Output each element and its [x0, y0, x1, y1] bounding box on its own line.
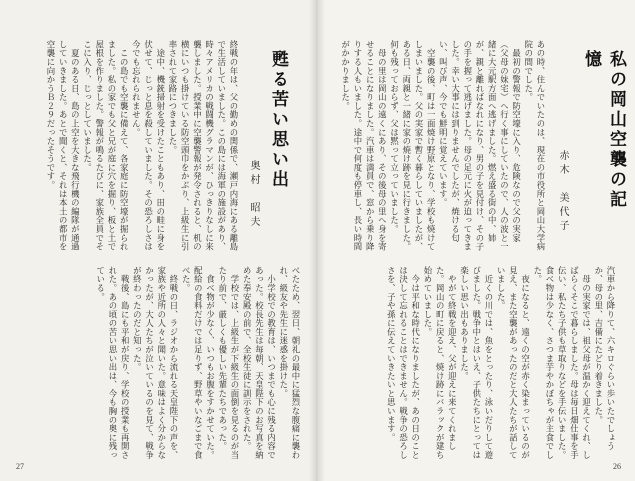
- book-gutter: [309, 0, 325, 481]
- left-page: [0, 0, 317, 481]
- right-page-lower-text: 汽車から降りて、六キロぐらい歩いたでしょうか、母の里、吉備にたどり着きました。 母の実家では、祖父母が温かく迎えてくれ、しばらくそこで暮らしました。母は毎日畑仕事を手伝い、私たち子供も草取りなどを手伝いました。食べ物は少なく、さつま芋やかぼちゃが主食でした。 夜になると、遠くの空が赤く染まっているのが見え、また空襲があったのだと大人たちが話していました。 近くの川では、魚をとったり、泳いだりして遊びました。戦争中とはいえ、子供たちにとっては楽しい思い出もありました。 やがて終戦を迎え、父が迎えに来てくれました。岡山の町に戻ると、焼け跡にバラックが建ち始めていました。 今は平和な時代になりましたが、あの日のことは決して忘れることはできません。戦争の恐ろしさを、子や孫に伝えていきたいと思います。: [386, 266, 616, 460]
- left-page-lower-text: べたため、翌日、朝礼の最中に猛烈な腹痛に襲われ、級友や先生に迷惑を掛けた。 小学校での教育は、いつまでも心に残る内容であった。校長先生は毎朝、天皇陛下のお写真を納めた奉安殿の前で、全校生徒に訓示をされた。 学校では、上級生が下級生の面倒を見るのが当たり前で、厳しくも優しい先輩たちであった。 食べ物が少なく、いつもお腹をすかせていた。配給の食料だけでは足りず、野草やいなごまで食べた。 終戦の日、ラジオから流れる天皇陛下の声を、家族や近所の人々と聞いた。意味はよく分からなかったが、大人たちが泣いているのを見て、戦争が終わったのだと知った。 戦後、島にも平和が戻り、学校の授業も再開された。あの頃の苦い思い出は、今も胸の奥に残っている。: [95, 266, 301, 460]
- left-page-upper-text: 終戦の年は、父の勤めの関係で、瀬戸内海にある離島で生活していました。この島には海軍の施設があり、時々アメリカの戦闘機グラマンが、ひっきりなしに来襲しました。授業中に空襲警報が発令されると、机の横にいつも掛けている防空頭巾をかぶり、上級生に引率されて家路につきました。 途中、機銃掃射を受けたこともあり、田の畦に身を伏せて、じっと息を殺していました。その恐ろしさは今でも忘れられません。 この島でも空襲に備えて、各家庭に防空壕が掘られました。私の家でも父と兄が庭に穴を掘り、板と土で屋根を作りました。警報が鳴るたびに、家族全員でそこに入り、じっとしていました。 夏のある日、島の上空を大きな飛行機の編隊が通過していきました。あとで聞くと、それは本土の都市を空襲に向かうＢ２９だったそうです。: [45, 40, 239, 251]
- left-page-number: 27: [16, 462, 24, 471]
- left-page-author: 奥村 昭夫: [248, 160, 259, 230]
- right-page-author: 赤木 美代子: [557, 150, 568, 234]
- right-page-upper-text: あの時、住んでいたのは、現在の市役所と岡山大学病院の間でした。 最初の警報で防空壕に入り、危険なので父の実家（父母の妹宅）へ行く事にしていたので、人の波と一緒に大元駅方面へ逃げました。燃え盛る街の中、姉が、親と離ればなれになり、男の子を見付け、その子の手を握って逃げました。母の足元に火が迫ってきました。幸い大事には到りませんでしたが、焼ける匂い、叫び声、今でも鮮明に覚えています。 空襲の後、町は一面焼け野原となり、学校も焼けてしまいました。父の実家で暫く暮らしていましたが、ある日、両親と一緒に家の焼け跡を見に行きました。何も残っておらず、父は黙って立っていました。 母の里は岡山の遠くにあり、その後母の里へ身を寄せることになりました。汽車は満員で、窓から乗り降りする人もいました。途中で何度も停車し、長い時間がかかりました。: [340, 40, 546, 251]
- right-page: [317, 0, 635, 481]
- left-page-title: 甦る苦い思い出: [268, 50, 288, 190]
- right-page-title: 私の岡山空襲の記憶: [581, 50, 626, 210]
- right-page-number: 26: [613, 462, 621, 471]
